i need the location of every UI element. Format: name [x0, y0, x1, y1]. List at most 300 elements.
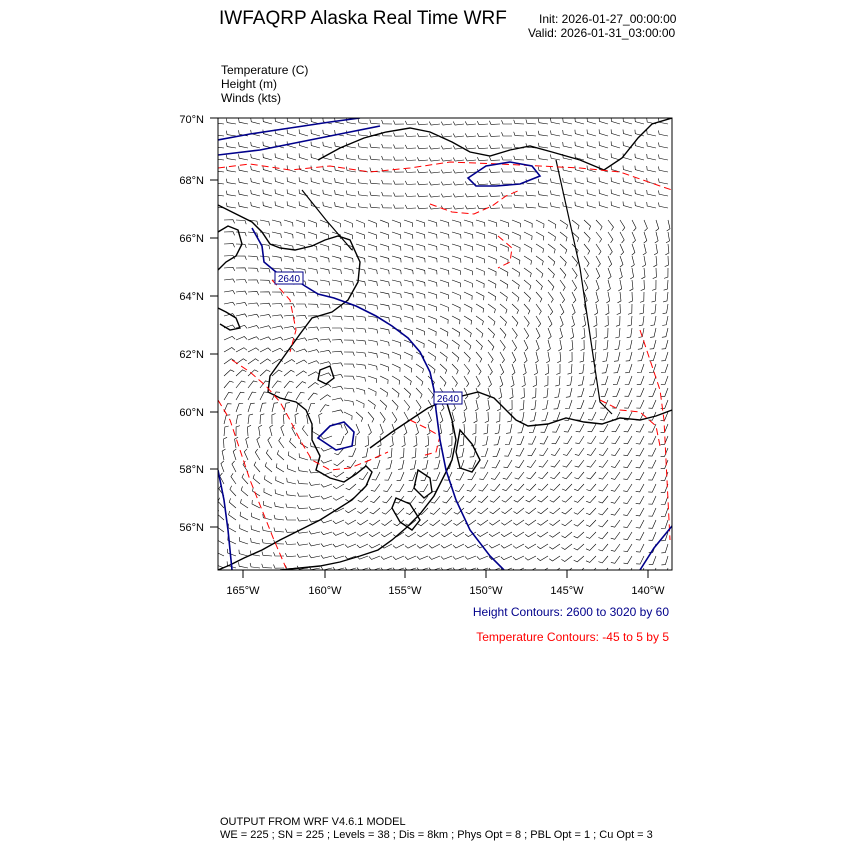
wind-barb — [563, 202, 572, 208]
wind-barb — [489, 145, 500, 149]
lat-label: 62°N — [179, 349, 204, 361]
wind-barb — [236, 232, 246, 236]
wind-barb — [468, 472, 476, 480]
wind-barb — [405, 121, 416, 125]
wind-barb — [440, 292, 449, 299]
wind-barb — [276, 476, 284, 484]
wind-barb — [344, 328, 354, 332]
wind-barb — [260, 359, 271, 364]
wind-barb — [333, 496, 344, 500]
wind-barb — [392, 376, 400, 385]
wind-barb — [396, 484, 405, 492]
wind-barb — [515, 472, 524, 479]
wind-barb — [312, 427, 320, 436]
wind-barb — [248, 314, 259, 317]
wind-barb — [308, 350, 319, 353]
wind-barb — [412, 448, 416, 458]
wind-barb — [528, 448, 536, 456]
wind-barb — [346, 155, 356, 160]
wind-barb — [653, 268, 657, 279]
wind-barb — [428, 280, 437, 287]
wind-barb — [394, 193, 405, 197]
wind-barb — [275, 201, 284, 208]
wind-barb — [365, 436, 369, 447]
wind-barb — [625, 388, 633, 396]
wind-barb — [623, 532, 632, 540]
wind-barb — [649, 388, 656, 396]
wind-barb — [575, 436, 584, 444]
wind-barb — [510, 388, 513, 399]
wind-barb — [260, 268, 270, 273]
wind-barb — [392, 256, 401, 262]
wind-barb — [524, 328, 529, 339]
wind-barb — [335, 202, 344, 208]
wind-barb — [429, 182, 440, 186]
contour-label: 2640 — [436, 394, 460, 405]
wind-barb — [429, 158, 440, 162]
wind-barb — [333, 556, 344, 559]
wind-barb — [624, 424, 632, 432]
wind-barb — [284, 256, 294, 262]
wind-barb — [409, 472, 416, 480]
wind-barb — [611, 532, 620, 539]
wind-barb — [482, 436, 488, 446]
wind-barb — [562, 496, 572, 502]
wind-barb — [596, 268, 600, 279]
wind-barb — [550, 130, 560, 136]
wind-barb — [554, 400, 560, 409]
wind-barb — [488, 352, 493, 363]
wind-barb — [335, 154, 344, 160]
wind-barb — [480, 460, 488, 468]
wind-barb — [563, 142, 572, 148]
wind-barb — [537, 520, 548, 525]
wind-barb — [333, 520, 344, 524]
wind-barb — [599, 472, 608, 479]
wind-barb — [370, 496, 380, 503]
wind-barb — [392, 280, 401, 286]
wind-barb — [251, 154, 260, 160]
wind-barb — [476, 388, 479, 399]
wind-barb — [464, 268, 473, 275]
wind-barb — [552, 436, 560, 444]
wind-barb — [427, 424, 430, 435]
temperature-contour-note: Temperature Contours: -45 to 5 by 5 — [476, 630, 669, 644]
wind-barb — [520, 400, 524, 410]
wind-barb — [404, 376, 411, 385]
wind-barb — [429, 532, 440, 537]
wind-barb — [308, 372, 319, 376]
wind-barb — [252, 513, 260, 520]
wind-barb — [662, 568, 669, 577]
wind-barb — [531, 400, 536, 410]
wind-barb — [394, 181, 405, 185]
wind-barb — [382, 180, 392, 184]
wind-barb — [465, 556, 476, 559]
wind-barb — [417, 193, 428, 197]
wind-barb — [514, 496, 524, 502]
wind-barb — [587, 142, 596, 149]
wind-barb — [368, 376, 377, 383]
wind-barb — [429, 556, 440, 559]
wind-barb — [500, 316, 507, 326]
wind-barb — [251, 525, 260, 532]
wind-barb — [368, 220, 376, 227]
wind-barb — [332, 351, 343, 355]
wind-barb — [661, 388, 668, 396]
wind-barb — [254, 462, 260, 472]
latitude-labels — [179, 114, 204, 534]
wind-barb — [641, 280, 645, 291]
wind-barb — [623, 448, 632, 456]
wind-barb — [546, 352, 549, 363]
wind-barb — [635, 166, 644, 172]
wind-barb — [404, 292, 413, 298]
wind-barb — [575, 190, 584, 196]
wind-barb — [652, 280, 656, 290]
wind-barb — [661, 448, 668, 456]
wind-barb — [550, 496, 560, 502]
wind-barb — [565, 400, 572, 409]
wind-barb — [370, 156, 380, 161]
wind-barb — [287, 177, 296, 184]
wind-barb — [440, 220, 449, 227]
wind-barb — [561, 556, 572, 562]
field-height: Height (m) — [221, 77, 278, 91]
wind-barb — [548, 304, 553, 315]
wind-barb — [332, 398, 343, 401]
wind-barb — [538, 179, 548, 184]
wind-barb — [248, 326, 259, 329]
wind-barb — [344, 268, 353, 274]
wind-barb — [525, 520, 536, 525]
wind-barb — [332, 410, 343, 413]
wind-barb — [548, 244, 555, 253]
wind-barb — [586, 508, 596, 515]
wind-barb — [526, 484, 536, 491]
wind-barb — [524, 352, 527, 363]
wind-barb — [251, 538, 260, 544]
wind-barb — [308, 403, 315, 412]
wind-barb — [522, 376, 526, 387]
wind-barb — [392, 412, 397, 423]
wind-barb — [296, 315, 307, 319]
wind-barb — [538, 191, 548, 196]
wind-barb — [263, 190, 272, 196]
wind-barb — [623, 460, 632, 468]
wind-barb — [599, 568, 609, 575]
wind-barb — [424, 448, 429, 458]
wind-barb — [344, 352, 354, 356]
wind-barb — [619, 268, 622, 279]
wind-barb — [464, 352, 470, 362]
wind-barb — [536, 292, 542, 302]
wind-barb — [587, 154, 596, 161]
wind-barb — [608, 232, 613, 243]
wind-barb — [611, 556, 620, 563]
wind-barb — [356, 340, 366, 345]
wind-barb — [661, 460, 668, 468]
wind-barb — [625, 364, 632, 373]
wind-barb — [512, 232, 520, 240]
wind-barb — [440, 340, 448, 349]
wind-barb — [647, 190, 656, 196]
wind-barb — [264, 475, 272, 484]
wind-barb — [260, 315, 271, 318]
wind-barb — [440, 304, 448, 311]
wind-barb — [392, 364, 400, 372]
wind-barb — [548, 280, 554, 290]
wind-barb — [392, 232, 401, 239]
wind-barb — [465, 544, 476, 548]
wind-barb — [472, 424, 476, 434]
wind-barb — [611, 460, 620, 468]
wind-barb — [416, 304, 425, 311]
wind-barb — [587, 202, 596, 209]
wind-barb — [512, 316, 518, 326]
wind-barb — [309, 543, 320, 546]
wind-barb — [320, 268, 329, 274]
wind-barb — [430, 508, 440, 514]
wind-barb — [299, 129, 308, 136]
field-winds: Winds (kts) — [221, 91, 281, 105]
wind-barb — [284, 370, 295, 376]
wind-barb — [503, 472, 512, 479]
wind-barb — [272, 348, 283, 352]
wind-barb — [380, 340, 389, 346]
wind-barb — [584, 244, 590, 255]
wind-barb — [586, 568, 596, 574]
wind-barb — [428, 340, 436, 348]
wind-barb — [308, 393, 318, 400]
wind-barb — [525, 556, 536, 560]
wind-barb — [599, 129, 608, 136]
wind-barb — [236, 291, 247, 295]
wind-barb — [611, 568, 620, 575]
wind-barb — [589, 388, 596, 397]
wind-barb — [236, 268, 247, 272]
wind-barb — [358, 203, 368, 208]
wind-barb — [323, 178, 332, 184]
wind-barb — [452, 244, 461, 251]
wind-barb — [552, 424, 560, 432]
wind-barb — [224, 359, 235, 364]
wind-barb — [636, 424, 644, 432]
wind-barb — [658, 130, 668, 136]
wind-barb — [248, 392, 256, 400]
wind-barb — [465, 205, 476, 209]
wind-barb — [368, 268, 377, 274]
wind-barb — [380, 328, 389, 334]
wind-barb — [415, 424, 418, 435]
wind-barb — [618, 280, 621, 291]
wind-barb — [661, 556, 668, 565]
wind-barb — [586, 484, 596, 491]
wind-barb — [513, 520, 524, 525]
wind-barb — [382, 144, 392, 148]
wind-barb — [587, 178, 596, 185]
wind-barb — [388, 448, 392, 458]
wind-barb — [604, 328, 608, 338]
wind-barb — [601, 376, 608, 385]
wind-barb — [392, 340, 401, 347]
wind-barb — [653, 256, 657, 267]
wind-barb — [658, 154, 668, 160]
wind-barb — [369, 544, 380, 548]
wind-barb — [274, 565, 285, 569]
wind-barb — [429, 146, 440, 150]
wind-barb — [321, 520, 332, 523]
wind-barb — [275, 502, 285, 508]
wind-barb — [575, 202, 584, 208]
wind-barb — [548, 292, 553, 303]
wind-barb — [637, 376, 644, 384]
wind-barb — [441, 194, 452, 198]
wind-barb — [214, 119, 224, 124]
wind-barb — [598, 544, 608, 551]
wind-barb — [649, 532, 657, 540]
wind-barb — [584, 256, 589, 267]
wind-barb — [572, 280, 577, 291]
wind-barb — [527, 460, 536, 467]
wind-barb — [441, 556, 452, 559]
wind-barb — [392, 244, 401, 251]
wind-barb — [636, 508, 644, 516]
wind-barb — [572, 220, 579, 229]
wind-barb — [526, 131, 536, 136]
wind-barb — [380, 412, 385, 423]
wind-barb — [574, 496, 584, 502]
wind-barb — [526, 496, 536, 502]
wind-barb — [488, 244, 497, 251]
wind-barb — [599, 201, 608, 208]
wind-barb — [321, 448, 332, 451]
wind-barb — [500, 304, 507, 314]
wind-barb — [417, 205, 428, 209]
wind-barb — [530, 412, 536, 421]
wind-barb — [428, 292, 437, 299]
wind-barb — [658, 190, 668, 196]
wind-barb — [308, 304, 318, 308]
wind-barb — [598, 508, 608, 515]
wind-barb — [416, 400, 421, 411]
wind-barb — [496, 412, 500, 422]
wind-barb — [465, 133, 476, 137]
wind-barb — [392, 292, 401, 298]
lat-label: 64°N — [179, 291, 204, 303]
wind-barb — [284, 232, 293, 238]
wind-barb — [404, 364, 412, 372]
wind-barb — [453, 194, 464, 198]
wind-barb — [287, 153, 296, 160]
wind-barb — [665, 244, 669, 255]
wind-barb — [616, 316, 620, 326]
wind-barb — [476, 268, 484, 275]
wind-barb — [335, 190, 344, 196]
wind-barb — [320, 405, 329, 412]
wind-barb — [458, 448, 464, 458]
wind-barb — [236, 337, 247, 341]
wind-barb — [393, 544, 404, 548]
lat-label: 68°N — [179, 175, 204, 187]
wind-barb — [589, 400, 597, 408]
wind-barb — [236, 381, 245, 388]
wind-barb — [236, 414, 242, 424]
wind-barb — [651, 316, 657, 326]
wind-barb — [380, 292, 389, 298]
wind-barb — [224, 232, 235, 236]
wind-barb — [452, 364, 458, 374]
wind-barb — [608, 256, 612, 267]
wind-barb — [275, 489, 284, 496]
wind-barb — [287, 189, 296, 196]
wind-barb — [441, 146, 452, 150]
wind-barb — [455, 484, 464, 492]
wind-barb — [464, 388, 468, 399]
wind-barb — [500, 256, 508, 264]
wind-barb — [613, 388, 620, 396]
wind-barb — [476, 352, 482, 362]
wind-barb — [296, 292, 306, 296]
wind-barb — [382, 120, 392, 124]
wind-barb — [382, 508, 392, 514]
wind-barb — [599, 189, 608, 196]
wind-barb — [563, 460, 572, 467]
wind-barb — [488, 292, 496, 301]
wind-barb — [538, 143, 548, 148]
wind-barb — [581, 328, 585, 339]
wind-barb — [346, 203, 356, 208]
wind-barb — [465, 157, 476, 161]
wind-barb — [337, 436, 344, 444]
wind-barb — [666, 232, 670, 243]
wind-barb — [662, 340, 668, 349]
wind-barb — [308, 383, 319, 389]
wind-barb — [542, 400, 548, 410]
wind-barb — [440, 412, 443, 423]
wind-barb — [321, 436, 332, 439]
wind-barb — [537, 556, 548, 561]
wind-barb — [502, 132, 513, 136]
wind-barb — [263, 202, 272, 208]
wind-barb — [405, 133, 416, 137]
wind-barb — [441, 158, 452, 162]
wind-barb — [236, 303, 247, 307]
lon-label: 140°W — [631, 585, 665, 597]
wind-barb — [574, 556, 584, 562]
wind-barb — [356, 292, 366, 298]
wind-barb — [358, 143, 368, 148]
wind-barb — [292, 425, 296, 436]
wind-barb — [334, 460, 344, 466]
wind-barb — [296, 304, 307, 308]
wind-barb — [588, 424, 596, 432]
wind-barb — [380, 364, 389, 371]
wind-barb — [605, 316, 609, 327]
wind-barb — [272, 326, 283, 329]
wind-barb — [576, 412, 584, 420]
wind-barb — [649, 376, 656, 385]
wind-barb — [627, 328, 632, 338]
wind-barb — [650, 328, 656, 337]
wind-barb — [332, 256, 341, 262]
wind-barb — [440, 244, 449, 251]
wind-barb — [356, 412, 363, 422]
wind-barb — [667, 220, 670, 231]
wind-barb — [248, 414, 253, 424]
wind-barb — [416, 280, 425, 286]
wind-barb — [595, 292, 598, 303]
